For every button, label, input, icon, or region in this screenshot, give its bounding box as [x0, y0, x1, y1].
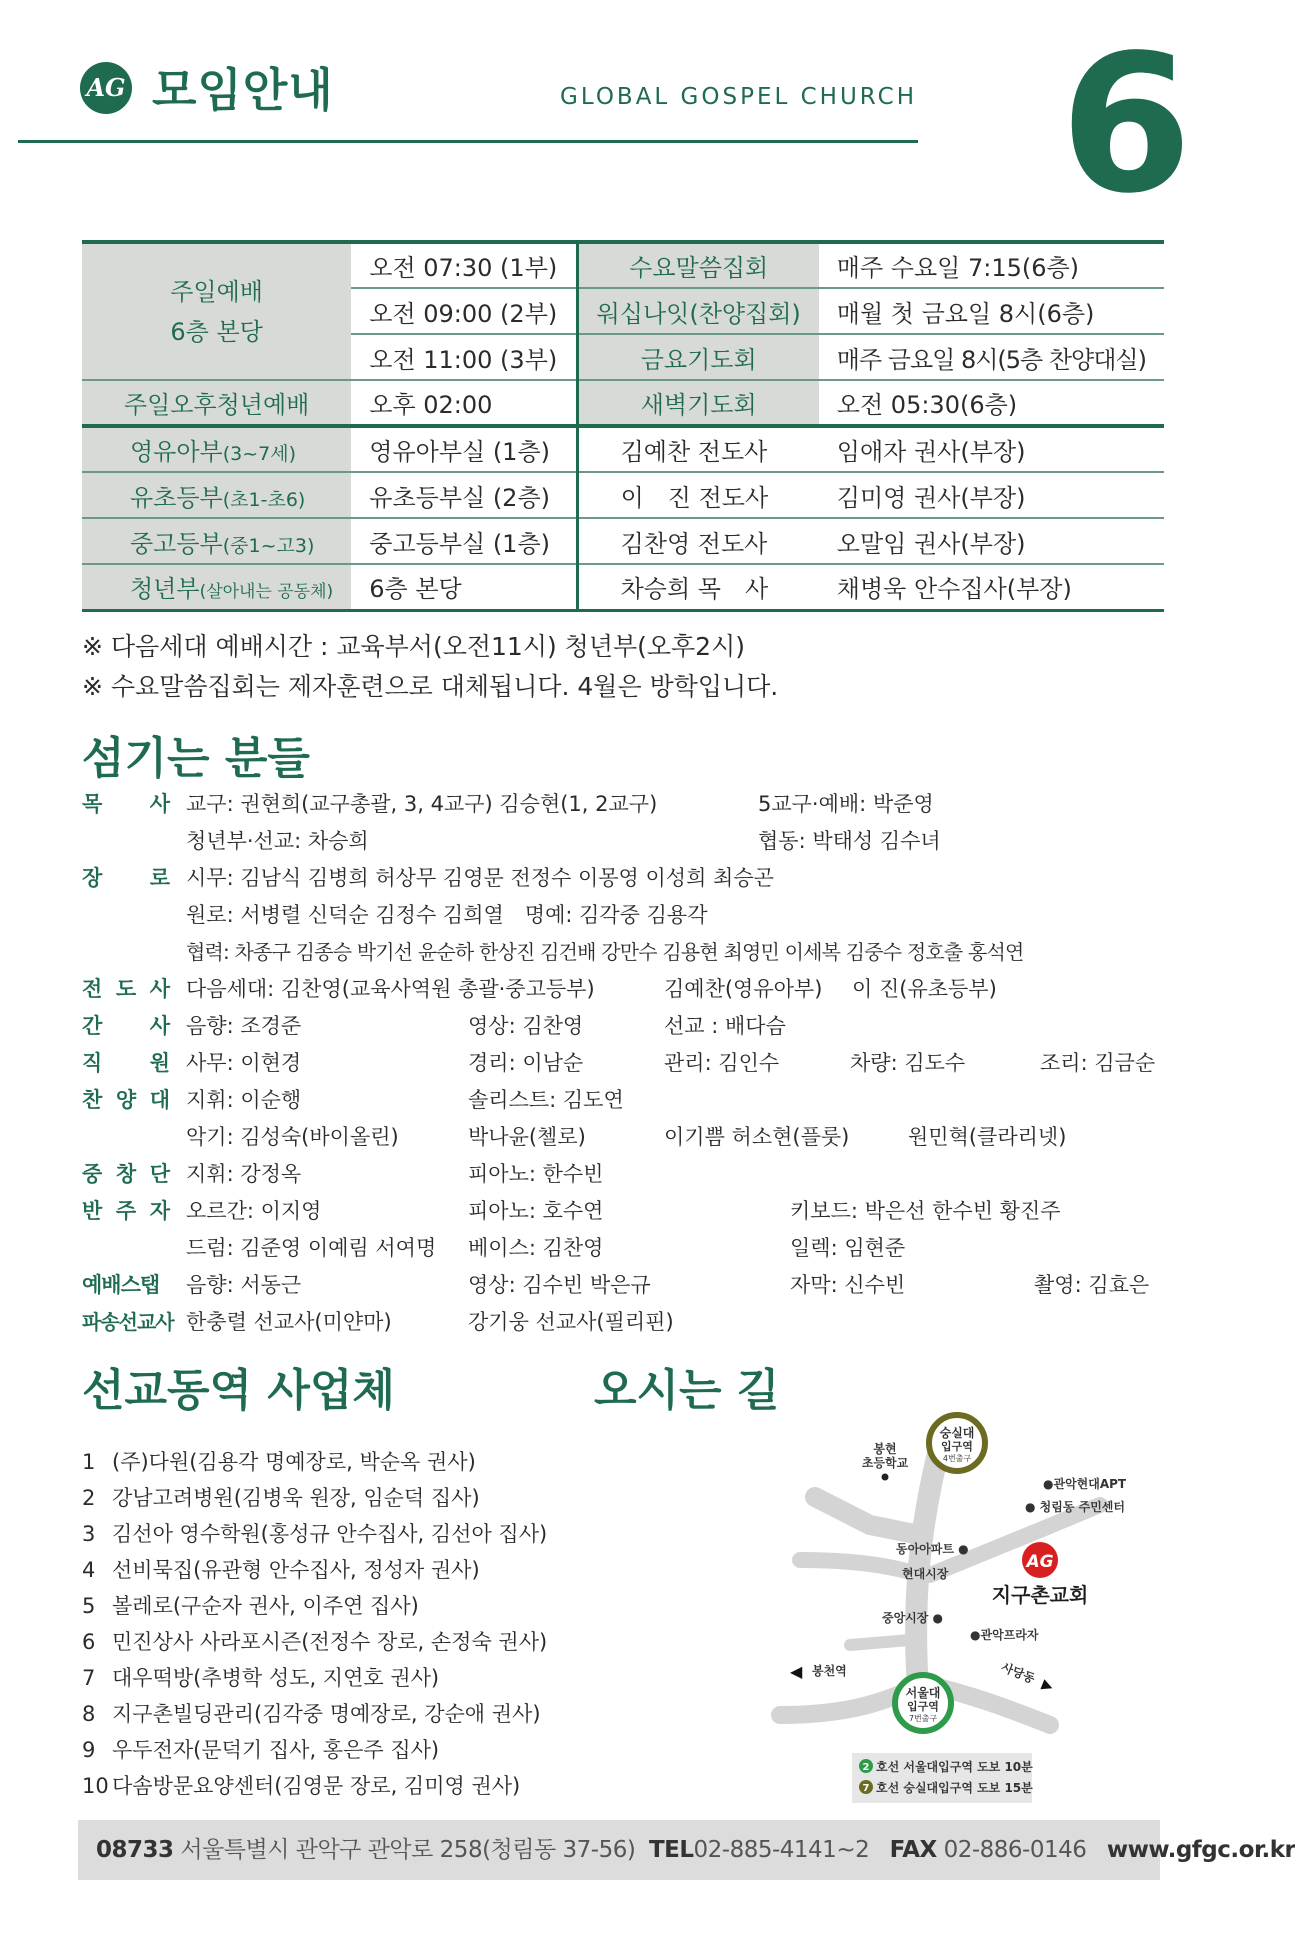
- department-name: 영유아부(3~7세): [82, 426, 351, 472]
- department-leader: 채병욱 안수집사(부장): [819, 564, 1164, 610]
- staff-entry: 지휘: 이순행: [186, 1088, 302, 1112]
- staff-entry: 악기: 김성숙(바이올린): [186, 1125, 399, 1149]
- business-list: [82, 1444, 547, 1804]
- staff-entry: 강기웅 선교사(필리핀): [468, 1310, 674, 1334]
- staff-entry: 베이스: 김찬영: [468, 1236, 604, 1260]
- table-row: [82, 426, 1164, 472]
- list-item: [82, 1660, 547, 1696]
- landmark-school-2: 초등학교: [861, 1456, 909, 1470]
- department-leader: 임애자 권사(부장): [819, 426, 1164, 472]
- staff-category: 파송선교사: [82, 1310, 174, 1334]
- notes: [82, 627, 778, 707]
- landmark-school-dot: [882, 1474, 889, 1481]
- list-item-number: 1: [82, 1450, 96, 1474]
- staff-entry: 자막: 신수빈: [790, 1273, 906, 1297]
- list-item-number: 5: [82, 1594, 96, 1618]
- staff-row: [82, 936, 1182, 973]
- department-name: 유초등부(초1-초6): [82, 472, 351, 518]
- landmark-apt: ●관악현대APT: [1043, 1477, 1127, 1491]
- table-row: [82, 472, 1164, 518]
- meeting-label: 새벽기도회: [577, 380, 819, 426]
- staff-entry: 청년부·선교: 차승희: [186, 829, 369, 853]
- sunday-worship-place: 6층 본당: [170, 317, 263, 346]
- department-place: 유초등부실 (2층): [351, 472, 577, 518]
- arrow-left-icon: ◀: [790, 1662, 803, 1681]
- staff-entry: 교구: 권현희(교구총괄, 3, 4교구) 김승현(1, 2교구): [186, 792, 658, 816]
- footer-fax-label: FAX: [889, 1837, 937, 1863]
- station-top-exit: 입구역: [941, 1440, 973, 1453]
- list-item: [82, 1624, 547, 1660]
- staff-entry: 박나윤(첼로): [468, 1125, 586, 1149]
- staff-category: 전 도 사: [82, 977, 170, 1001]
- staff-entry: 영상: 김찬영: [468, 1014, 584, 1038]
- staff-row: [82, 825, 1182, 862]
- table-row: [82, 564, 1164, 610]
- meeting-time: 매월 첫 금요일 8시(6층): [819, 288, 1164, 334]
- table-row: [82, 380, 1164, 426]
- church-name-en: GLOBAL GOSPEL CHURCH: [560, 84, 917, 110]
- staff-category: 직 원: [82, 1051, 170, 1075]
- church-map-name: 지구촌교회: [991, 1583, 1089, 1607]
- staff-entry: 키보드: 박은선 한수빈 황진주: [790, 1199, 1061, 1223]
- youth-worship-label: 주일오후청년예배: [82, 380, 351, 426]
- list-item: [82, 1444, 547, 1480]
- staff-row: [82, 973, 1182, 1010]
- list-item: [82, 1516, 547, 1552]
- list-item-number: 3: [82, 1522, 96, 1546]
- department-name: 청년부(살아내는 공동체): [82, 564, 351, 610]
- list-item-number: 4: [82, 1558, 96, 1582]
- footer-tel-label: TEL: [648, 1837, 694, 1863]
- staff-entry: 한충렬 선교사(미얀마): [186, 1310, 392, 1334]
- staff-row: [82, 1084, 1182, 1121]
- staff-category: 장 로: [82, 866, 170, 890]
- service-time: 오전 09:00 (2부): [351, 288, 577, 334]
- youth-worship-time: 오후 02:00: [351, 380, 577, 426]
- staff-row: [82, 862, 1182, 899]
- directions-title: 오시는 길: [594, 1365, 780, 1416]
- staff-category: 간 사: [82, 1014, 170, 1038]
- list-item-number: 8: [82, 1702, 96, 1726]
- department-name: 중고등부(중1~고3): [82, 518, 351, 564]
- staff-entry: 피아노: 한수빈: [468, 1162, 604, 1186]
- footer: [78, 1820, 1295, 1880]
- meeting-time: 매주 금요일 8시(5층 찬양대실): [819, 334, 1164, 380]
- sunday-worship-cell: [82, 242, 351, 380]
- staff-entry: 솔리스트: 김도연: [468, 1088, 624, 1112]
- staff-row: [82, 1121, 1182, 1158]
- header-divider: [18, 140, 918, 143]
- list-item-text: (주)다원(김용각 명예장로, 박순옥 권사): [112, 1450, 476, 1474]
- list-item-number: 2: [82, 1486, 96, 1510]
- list-item-text: 선비묵집(유관형 안수집사, 정성자 권사): [112, 1558, 480, 1582]
- line7-number: 7: [862, 1783, 870, 1794]
- department-leader: 김미영 권사(부장): [819, 472, 1164, 518]
- footer-zip: 08733: [96, 1837, 174, 1863]
- service-time: 오전 11:00 (3부): [351, 334, 577, 380]
- staff-row: [82, 1269, 1182, 1306]
- staff-entry: 오르간: 이지영: [186, 1199, 322, 1223]
- table-row: [82, 518, 1164, 564]
- department-pastor: 이 진 전도사: [577, 472, 819, 518]
- station-top-exit-no: 4번출구: [942, 1454, 972, 1463]
- staff-category: 찬 양 대: [82, 1088, 170, 1112]
- access-line2: 호선 서울대입구역 도보 10분: [876, 1760, 1033, 1774]
- sunday-worship-label: 주일예배: [170, 277, 263, 306]
- staff-row: [82, 1195, 1182, 1232]
- list-item: [82, 1480, 547, 1516]
- station-bottom-exit-no: 7번출구: [908, 1714, 938, 1723]
- department-place: 6층 본당: [351, 564, 577, 610]
- list-item-text: 대우떡방(추병학 성도, 지연호 권사): [112, 1666, 440, 1690]
- note-line: ※ 다음세대 예배시간 : 교육부서(오전11시) 청년부(오후2시): [82, 632, 745, 661]
- staff-row: [82, 1047, 1182, 1084]
- staff-row: [82, 1158, 1182, 1195]
- staff-title: 섬기는 분들: [82, 733, 310, 784]
- staff-entry: 경리: 이남순: [468, 1051, 584, 1075]
- meeting-label: 금요기도회: [577, 334, 819, 380]
- page-number: 6: [1060, 14, 1193, 235]
- list-item: [82, 1552, 547, 1588]
- staff-category: 반 주 자: [82, 1199, 170, 1223]
- staff-entry: 이 진(유초등부): [852, 977, 997, 1001]
- staff-row: [82, 788, 1182, 825]
- list-item: [82, 1588, 547, 1624]
- landmark-school: 봉현: [873, 1442, 897, 1456]
- staff-row: [82, 1010, 1182, 1047]
- landmark-center: ● 청림동 주민센터: [1025, 1500, 1125, 1514]
- staff-entry: 협동: 박태성 김수녀: [758, 829, 941, 853]
- department-pastor: 김예찬 전도사: [577, 426, 819, 472]
- road-left-upper: [815, 1497, 920, 1535]
- station-top-name: 숭실대: [939, 1426, 975, 1440]
- page-title: 모임안내: [152, 63, 334, 117]
- staff-entry: 선교 : 배다슴: [664, 1014, 786, 1038]
- list-item-number: 7: [82, 1666, 96, 1690]
- list-item-text: 김선아 영수학원(홍성규 안수집사, 김선아 집사): [112, 1522, 548, 1546]
- staff-entry: 조리: 김금순: [1040, 1051, 1156, 1075]
- arrow-right-icon: ▶: [1039, 1676, 1056, 1696]
- staff-entry: 지휘: 강정옥: [186, 1162, 302, 1186]
- station-bottom-exit: 입구역: [907, 1700, 939, 1713]
- direction-sadang: 사당동: [999, 1660, 1037, 1687]
- direction-bongcheon: 봉천역: [812, 1664, 847, 1678]
- staff-entry: 이기쁨 허소현(플룻): [664, 1125, 850, 1149]
- list-item-text: 다솜방문요양센터(김영문 장로, 김미영 권사): [112, 1774, 521, 1798]
- list-item-text: 강남고려병원(김병욱 원장, 임순덕 집사): [112, 1486, 480, 1510]
- meeting-time: 오전 05:30(6층): [819, 380, 1164, 426]
- staff-entry: 시무: 김남식 김병희 허상무 김영문 전정수 이몽영 이성희 최승곤: [186, 866, 774, 890]
- department-pastor: 김찬영 전도사: [577, 518, 819, 564]
- access-line7: 호선 숭실대입구역 도보 15분: [876, 1781, 1033, 1795]
- landmark-market2: 중앙시장 ●: [882, 1611, 944, 1625]
- footer-website[interactable]: www.gfgc.or.kr: [1106, 1837, 1295, 1863]
- directions-map: [760, 1385, 1180, 1805]
- staff-entry: 다음세대: 김찬영(교육사역원 총괄·중고등부): [186, 977, 595, 1001]
- staff-entry: 음향: 서동근: [186, 1273, 302, 1297]
- staff-category: 중 창 단: [82, 1162, 170, 1186]
- road-right: [930, 1505, 1100, 1575]
- department-leader: 오말임 권사(부장): [819, 518, 1164, 564]
- staff-entry: 5교구·예배: 박준영: [758, 792, 934, 816]
- list-item-text: 지구촌빌딩관리(김각중 명예장로, 강순애 권사): [112, 1702, 541, 1726]
- schedule-table: [82, 240, 1164, 612]
- list-item: [82, 1768, 547, 1804]
- meeting-label: 수요말씀집회: [577, 242, 819, 288]
- department-pastor: 차승희 목 사: [577, 564, 819, 610]
- meeting-time: 매주 수요일 7:15(6층): [819, 242, 1164, 288]
- list-item-text: 민진상사 사라포시즌(전정수 장로, 손정숙 권사): [112, 1630, 548, 1654]
- staff-entry: 영상: 김수빈 박은규: [468, 1273, 651, 1297]
- footer-fax: 02-886-0146: [943, 1837, 1087, 1863]
- department-place: 영유아부실 (1층): [351, 426, 577, 472]
- line2-number: 2: [862, 1762, 870, 1773]
- staff-entry: 음향: 조경준: [186, 1014, 302, 1038]
- staff-row: [82, 899, 1182, 936]
- business-title: 선교동역 사업체: [82, 1365, 395, 1416]
- staff-entry: 원민혁(클라리넷): [908, 1125, 1067, 1149]
- church-logo: AG: [80, 62, 132, 114]
- staff-entry: 촬영: 김효은: [1034, 1273, 1150, 1297]
- road-mid-left: [850, 1640, 910, 1645]
- list-item-number: 9: [82, 1738, 96, 1762]
- staff-entry: 원로: 서병렬 신덕순 김정수 김희열 명예: 김각중 김용각: [186, 903, 708, 927]
- staff-row: [82, 1306, 1182, 1343]
- list-item-number: 10: [82, 1774, 109, 1798]
- staff-entry: 차량: 김도수: [850, 1051, 966, 1075]
- meeting-label: 워십나잇(찬양집회): [577, 288, 819, 334]
- church-map-logo-text: AG: [1026, 1552, 1054, 1572]
- staff-entry: 피아노: 호수연: [468, 1199, 604, 1223]
- staff-entry: 협력: 차종구 김종승 박기선 윤순하 한상진 김건배 강만수 김용현 최영민 이세복 김중수 정호출 홍석연: [186, 940, 1024, 964]
- list-item-text: 볼레로(구순자 권사, 이주연 집사): [112, 1594, 419, 1618]
- staff-entry: 드럼: 김준영 이예림 서여명: [186, 1236, 437, 1260]
- service-time: 오전 07:30 (1부): [351, 242, 577, 288]
- staff-row: [82, 1232, 1182, 1269]
- list-item-text: 우두전자(문덕기 집사, 홍은주 집사): [112, 1738, 440, 1762]
- list-item: [82, 1696, 547, 1732]
- staff-entry: 관리: 김인수: [664, 1051, 780, 1075]
- staff-entry: 사무: 이현경: [186, 1051, 302, 1075]
- note-line: ※ 수요말씀집회는 제자훈련으로 대체됩니다. 4월은 방학입니다.: [82, 672, 779, 701]
- landmark-plaza: ●관악프라자: [970, 1628, 1039, 1642]
- staff-entry: 일렉: 임현준: [790, 1236, 906, 1260]
- landmark-market1: 현대시장: [902, 1567, 949, 1581]
- footer-address: 서울특별시 관악구 관악로 258(청림동 37-56): [180, 1837, 636, 1863]
- staff-category: 예배스탭: [82, 1273, 160, 1297]
- staff-entry: 김예찬(영유아부): [664, 977, 823, 1001]
- landmark-dong-a: 동아아파트 ●: [896, 1542, 969, 1556]
- staff-category: 목 사: [82, 792, 170, 816]
- station-bottom-name: 서울대: [905, 1686, 941, 1700]
- department-place: 중고등부실 (1층): [351, 518, 577, 564]
- list-item: [82, 1732, 547, 1768]
- footer-tel: 02-885-4141~2: [693, 1837, 870, 1863]
- list-item-number: 6: [82, 1630, 96, 1654]
- table-row: [82, 242, 1164, 288]
